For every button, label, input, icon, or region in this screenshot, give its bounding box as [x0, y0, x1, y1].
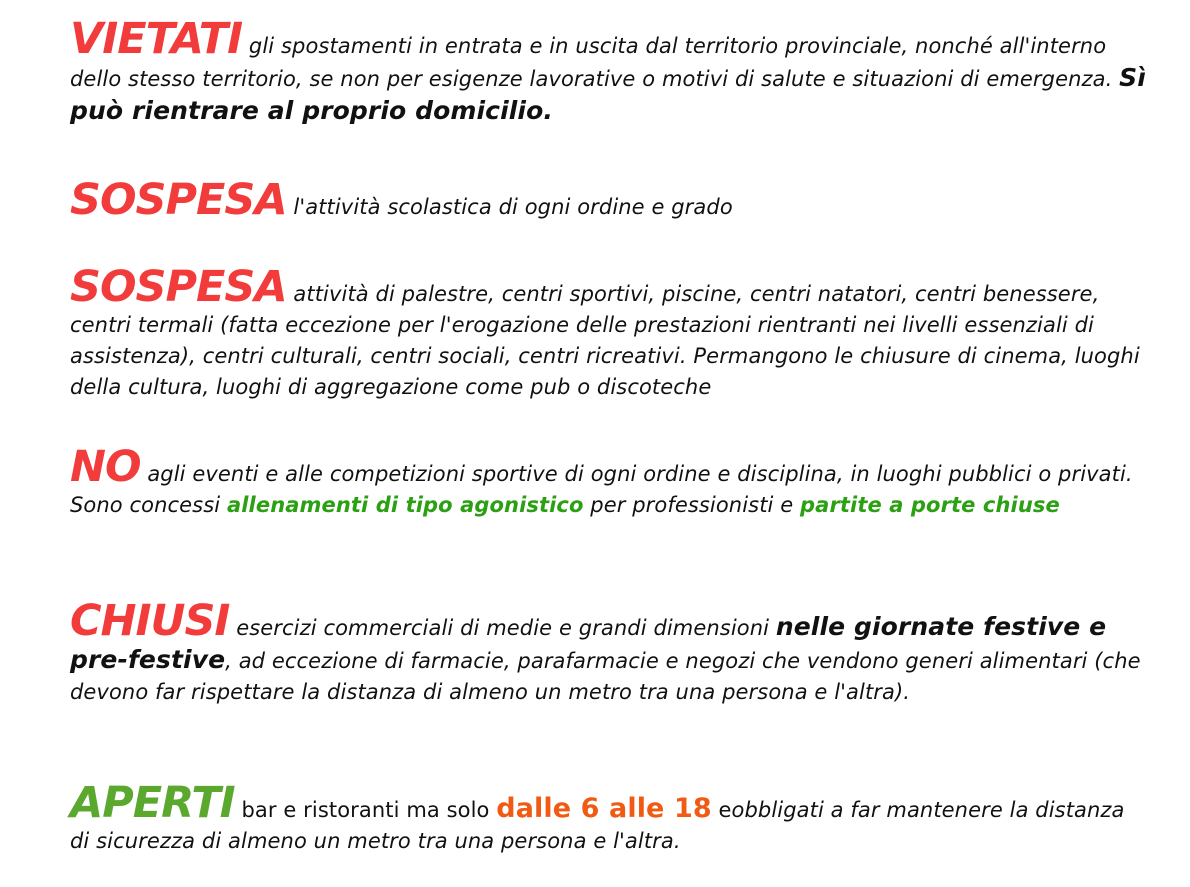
no-eventi-text2: per professionisti e [583, 493, 801, 517]
section-aperti [70, 778, 1150, 857]
vietati-emphasis: Sì può rientrare al proprio domicilio. [70, 63, 1146, 125]
keyword-no: NO [70, 442, 141, 492]
keyword-sospesa-scuola: SOSPESA [70, 175, 287, 225]
section-no-eventi [70, 442, 1150, 521]
chiusi-text2: , ad eccezione di farmacie, parafarmacie e negozi che vendono generi alimentari (che devono far rispettare la distanza di almeno un metro tra una persona e l'altra). [70, 649, 1141, 704]
vietati-text: gli spostamenti in entrata e in uscita dal territorio provinciale, nonché all'interno dello stesso territorio, se non per esigenze lavorative o motivi di salute e situazioni di emergenza. [70, 34, 1120, 91]
aperti-text: bar e ristoranti ma solo [234, 798, 497, 822]
section-sospesa-palestre [70, 262, 1150, 403]
sospesa-scuola-text: l'attività scolastica di ogni ordine e grado [286, 195, 733, 219]
sospesa-palestre-text: attività di palestre, centri sportivi, piscine, centri natatori, centri benessere, centri termali (fatta eccezione per l'erogazione delle prestazioni rientranti nei livelli essenziali di assistenza), centri culturali, centri sociali, centri ricreativi. Permangono le chiusure di cinema, luoghi della cultura, luoghi di aggregazione come pub o discoteche [70, 282, 1140, 399]
section-vietati [70, 14, 1150, 128]
chiusi-emphasis: nelle giornate festive e pre-festive [70, 612, 1107, 674]
chiusi-text: esercizi commerciali di medie e grandi dimensioni [229, 616, 776, 640]
keyword-chiusi: CHIUSI [70, 596, 230, 646]
aperti-text2: obbligati a far mantenere la distanza di sicurezza di almeno un metro tra una persona e l'altra. [70, 798, 1125, 853]
keyword-aperti: APERTI [70, 778, 235, 828]
section-chiusi [70, 596, 1150, 708]
highlight-allenamenti: allenamenti di tipo agonistico [226, 493, 584, 517]
no-eventi-text: agli eventi e alle competizioni sportive di ogni ordine e disciplina, in luoghi pubblici o privati. Sono concessi [70, 462, 1133, 517]
aperti-text-e: e [711, 798, 732, 822]
highlight-porte-chiuse: partite a porte chiuse [800, 493, 1060, 517]
highlight-orari: dalle 6 alle 18 [496, 793, 712, 824]
section-sospesa-scuola [70, 175, 1150, 225]
keyword-vietati: VIETATI [70, 14, 243, 64]
keyword-sospesa-palestre: SOSPESA [70, 262, 287, 312]
